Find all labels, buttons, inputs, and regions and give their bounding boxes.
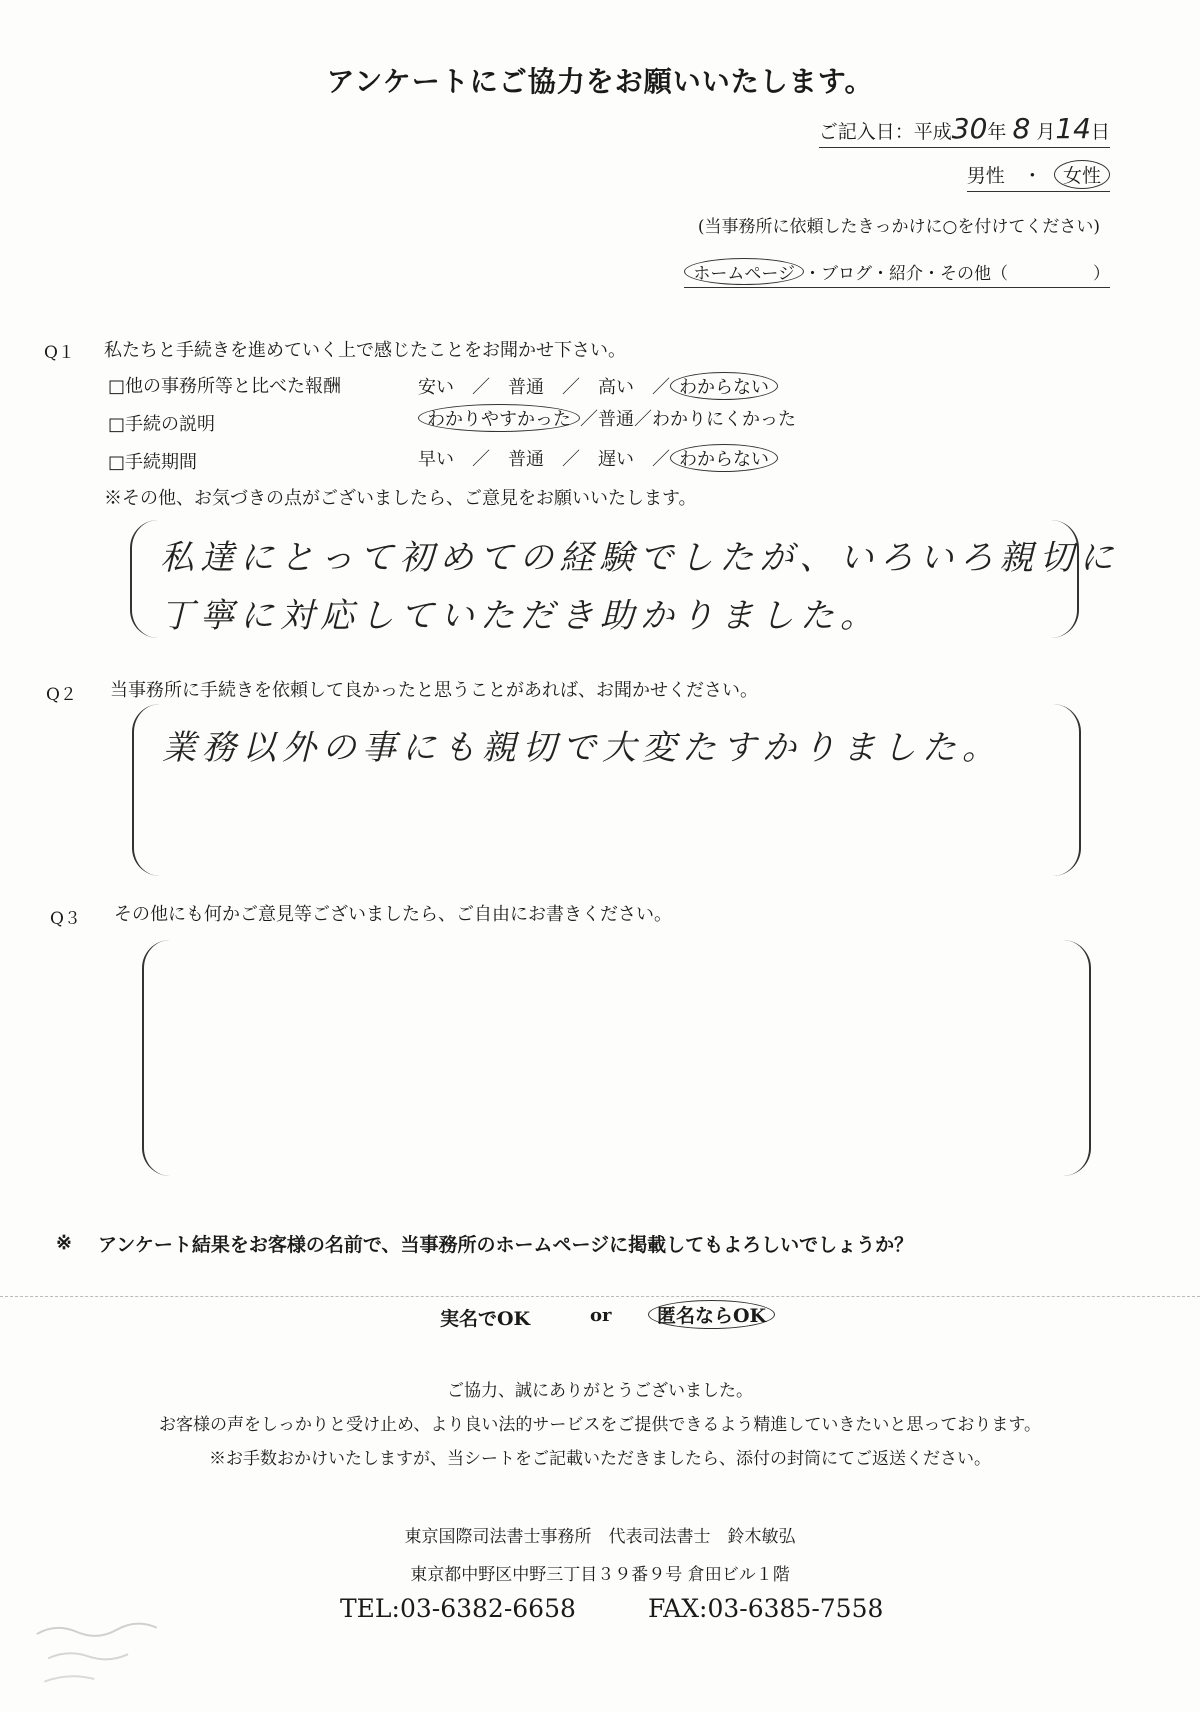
closing-line-3: ※お手数おかけいたしますが、当シートをご記載いただきましたら、添付の封筒にてご返送ください。: [209, 1449, 991, 1469]
office-name: 東京国際司法書士事務所 代表司法書士 鈴木敏弘: [404, 1527, 796, 1547]
publish-option-anonymous[interactable]: [648, 1300, 775, 1329]
q2-answer: 業務以外の事にも親切で大変たすかりました。: [162, 728, 1002, 768]
office-fax: FAX:03-6385-7558: [648, 1594, 884, 1623]
period-selected-option[interactable]: わからない: [670, 444, 778, 472]
date-day-unit: 日: [1090, 121, 1110, 143]
period-options[interactable]: 早い ／ 普通 ／ 遅い ／: [418, 449, 670, 470]
q1-row-explanation-options[interactable]: [418, 404, 796, 432]
closing-line-2: お客様の声をしっかりと受け止め、より良い法的サービスをご提供できるよう精進していきたいと思っております。: [159, 1415, 1041, 1435]
date-month-value: 8: [1012, 112, 1031, 145]
q3-number: Q３: [50, 909, 81, 929]
closing-thanks: ご協力、誠にありがとうございました。: [447, 1381, 753, 1401]
q1-answer-line-2: 丁寧に対応していただき助かりました。: [160, 596, 880, 636]
survey-title: アンケートにご協力をお願いいたします。: [326, 65, 874, 98]
gender-separator: ・: [1022, 165, 1042, 187]
q1-row-explanation-label[interactable]: □手続の説明: [108, 414, 216, 435]
q1-row-period-options[interactable]: [418, 444, 778, 472]
q1-row-period-label[interactable]: □手続期間: [108, 452, 198, 473]
q2-number: Q２: [46, 685, 77, 705]
date-month-unit: 月: [1036, 121, 1056, 143]
q3-answer-box[interactable]: [142, 940, 1091, 1176]
faint-stamp-mark: [26, 1606, 200, 1703]
date-year-value: 30: [951, 112, 988, 145]
trigger-option-selected[interactable]: ホームページ: [684, 258, 804, 285]
faint-stamp-icon: [26, 1606, 200, 1695]
q1-number: Q１: [44, 343, 75, 363]
publish-or: or: [590, 1305, 612, 1326]
date-label: ご記入日：平成: [818, 121, 952, 143]
date-day-value: 14: [1055, 112, 1091, 145]
office-tel: TEL:03-6382-6658: [340, 1594, 576, 1623]
fee-options[interactable]: 安い ／ 普通 ／ 高い ／: [418, 377, 670, 398]
office-address: 東京都中野区中野三丁目３９番９号 倉田ビル１階: [410, 1565, 790, 1585]
trigger-options-rest[interactable]: ・ブログ・紹介・その他（ ）: [804, 264, 1110, 284]
fee-selected-option[interactable]: わからない: [670, 372, 778, 400]
trigger-options[interactable]: [684, 258, 1110, 288]
gender-field[interactable]: [967, 160, 1110, 192]
q1-other-prompt: ※その他、お気づきの点がございましたら、ご意見をお願いいたします。: [104, 488, 697, 509]
gender-female-option-selected[interactable]: 女性: [1054, 160, 1110, 189]
date-year-unit: 年: [987, 121, 1007, 143]
publish-question: アンケート結果をお客様の名前で、当事務所のホームページに掲載してもよろしいでしょうか？: [98, 1234, 914, 1256]
q3-question: その他にも何かご意見等ございましたら、ご自由にお書きください。: [114, 904, 672, 925]
date-field[interactable]: [819, 112, 1110, 148]
explanation-options[interactable]: ／普通／わかりにくかった: [580, 409, 796, 430]
q1-row-fee-options[interactable]: [418, 372, 778, 400]
q1-question: 私たちと手続きを進めていく上で感じたことをお聞かせ下さい。: [104, 340, 626, 361]
publish-option-real-name[interactable]: 実名でOK: [440, 1308, 531, 1330]
publish-mark: ※: [56, 1232, 72, 1254]
publish-option-anonymous-selected[interactable]: 匿名ならOK: [648, 1300, 775, 1329]
q1-answer-line-1: 私達にとって初めての経験でしたが、いろいろ親切に: [160, 538, 1120, 578]
trigger-note: (当事務所に依頼したきっかけに○を付けてください): [697, 217, 1100, 237]
explanation-selected-option[interactable]: わかりやすかった: [418, 404, 580, 432]
gender-male-option[interactable]: 男性: [966, 165, 1005, 187]
fold-line: [0, 1296, 1200, 1297]
q1-row-fee-label[interactable]: □他の事務所等と比べた報酬: [108, 376, 342, 397]
q2-question: 当事務所に手続きを依頼して良かったと思うことがあれば、お聞かせください。: [110, 680, 758, 701]
